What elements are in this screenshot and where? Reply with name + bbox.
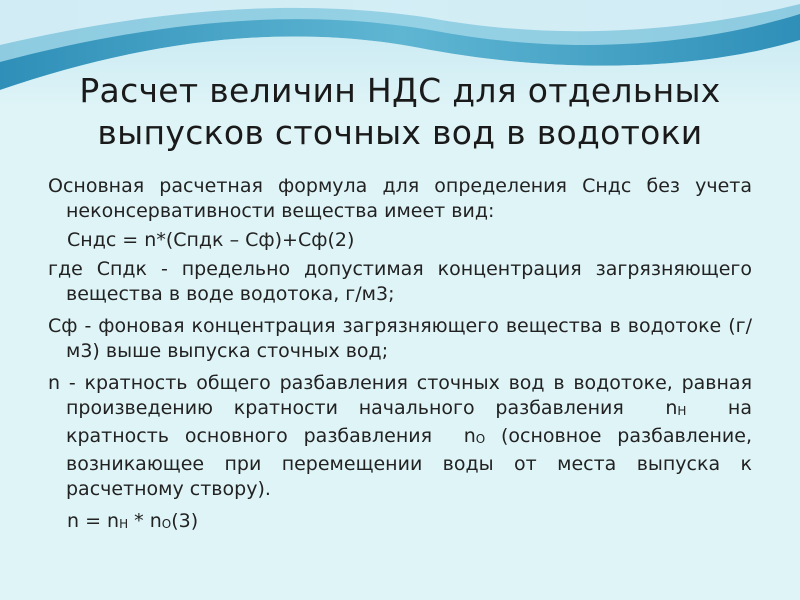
n-definition-part-1: n - кратность общего разбавления сточных вод в водотоке, равная произведению кратности начального разбавления — [48, 372, 752, 419]
slide-title — [20, 70, 780, 154]
paragraph-n-definition — [48, 371, 752, 502]
slide-title-line-1: Расчет величин НДС для отдельных — [79, 71, 721, 110]
n-definition-part-2: на кратность основного разбавления — [66, 397, 752, 447]
n-definition-part-3: (основное разбавление, возникающее при перемещении воды от места выпуска к расчетному створу). — [66, 425, 753, 500]
paragraph-formula-intro: Основная расчетная формула для определения Сндс без учета неконсервативности вещества имеет вид: — [48, 175, 752, 222]
paragraph-spdk-definition: где Спдк - предельно допустимая концентрация загрязняющего вещества в воде водотока, г/м3; — [48, 258, 752, 305]
formula-2: Сндс = n*(Спдк – Сф)+Сф(2) — [67, 229, 355, 251]
n-initial-variable: nН — [665, 397, 687, 419]
slide-body — [48, 174, 752, 537]
formula-3: n = nН * nО(3) — [67, 510, 199, 532]
paragraph-sf-definition: Сф - фоновая концентрация загрязняющего вещества в водотоке (г/м3) выше выпуска сточных вод; — [48, 315, 752, 362]
n-main-variable: nО — [463, 425, 486, 447]
slide-title-line-2: выпусков сточных вод в водотоки — [97, 113, 703, 152]
